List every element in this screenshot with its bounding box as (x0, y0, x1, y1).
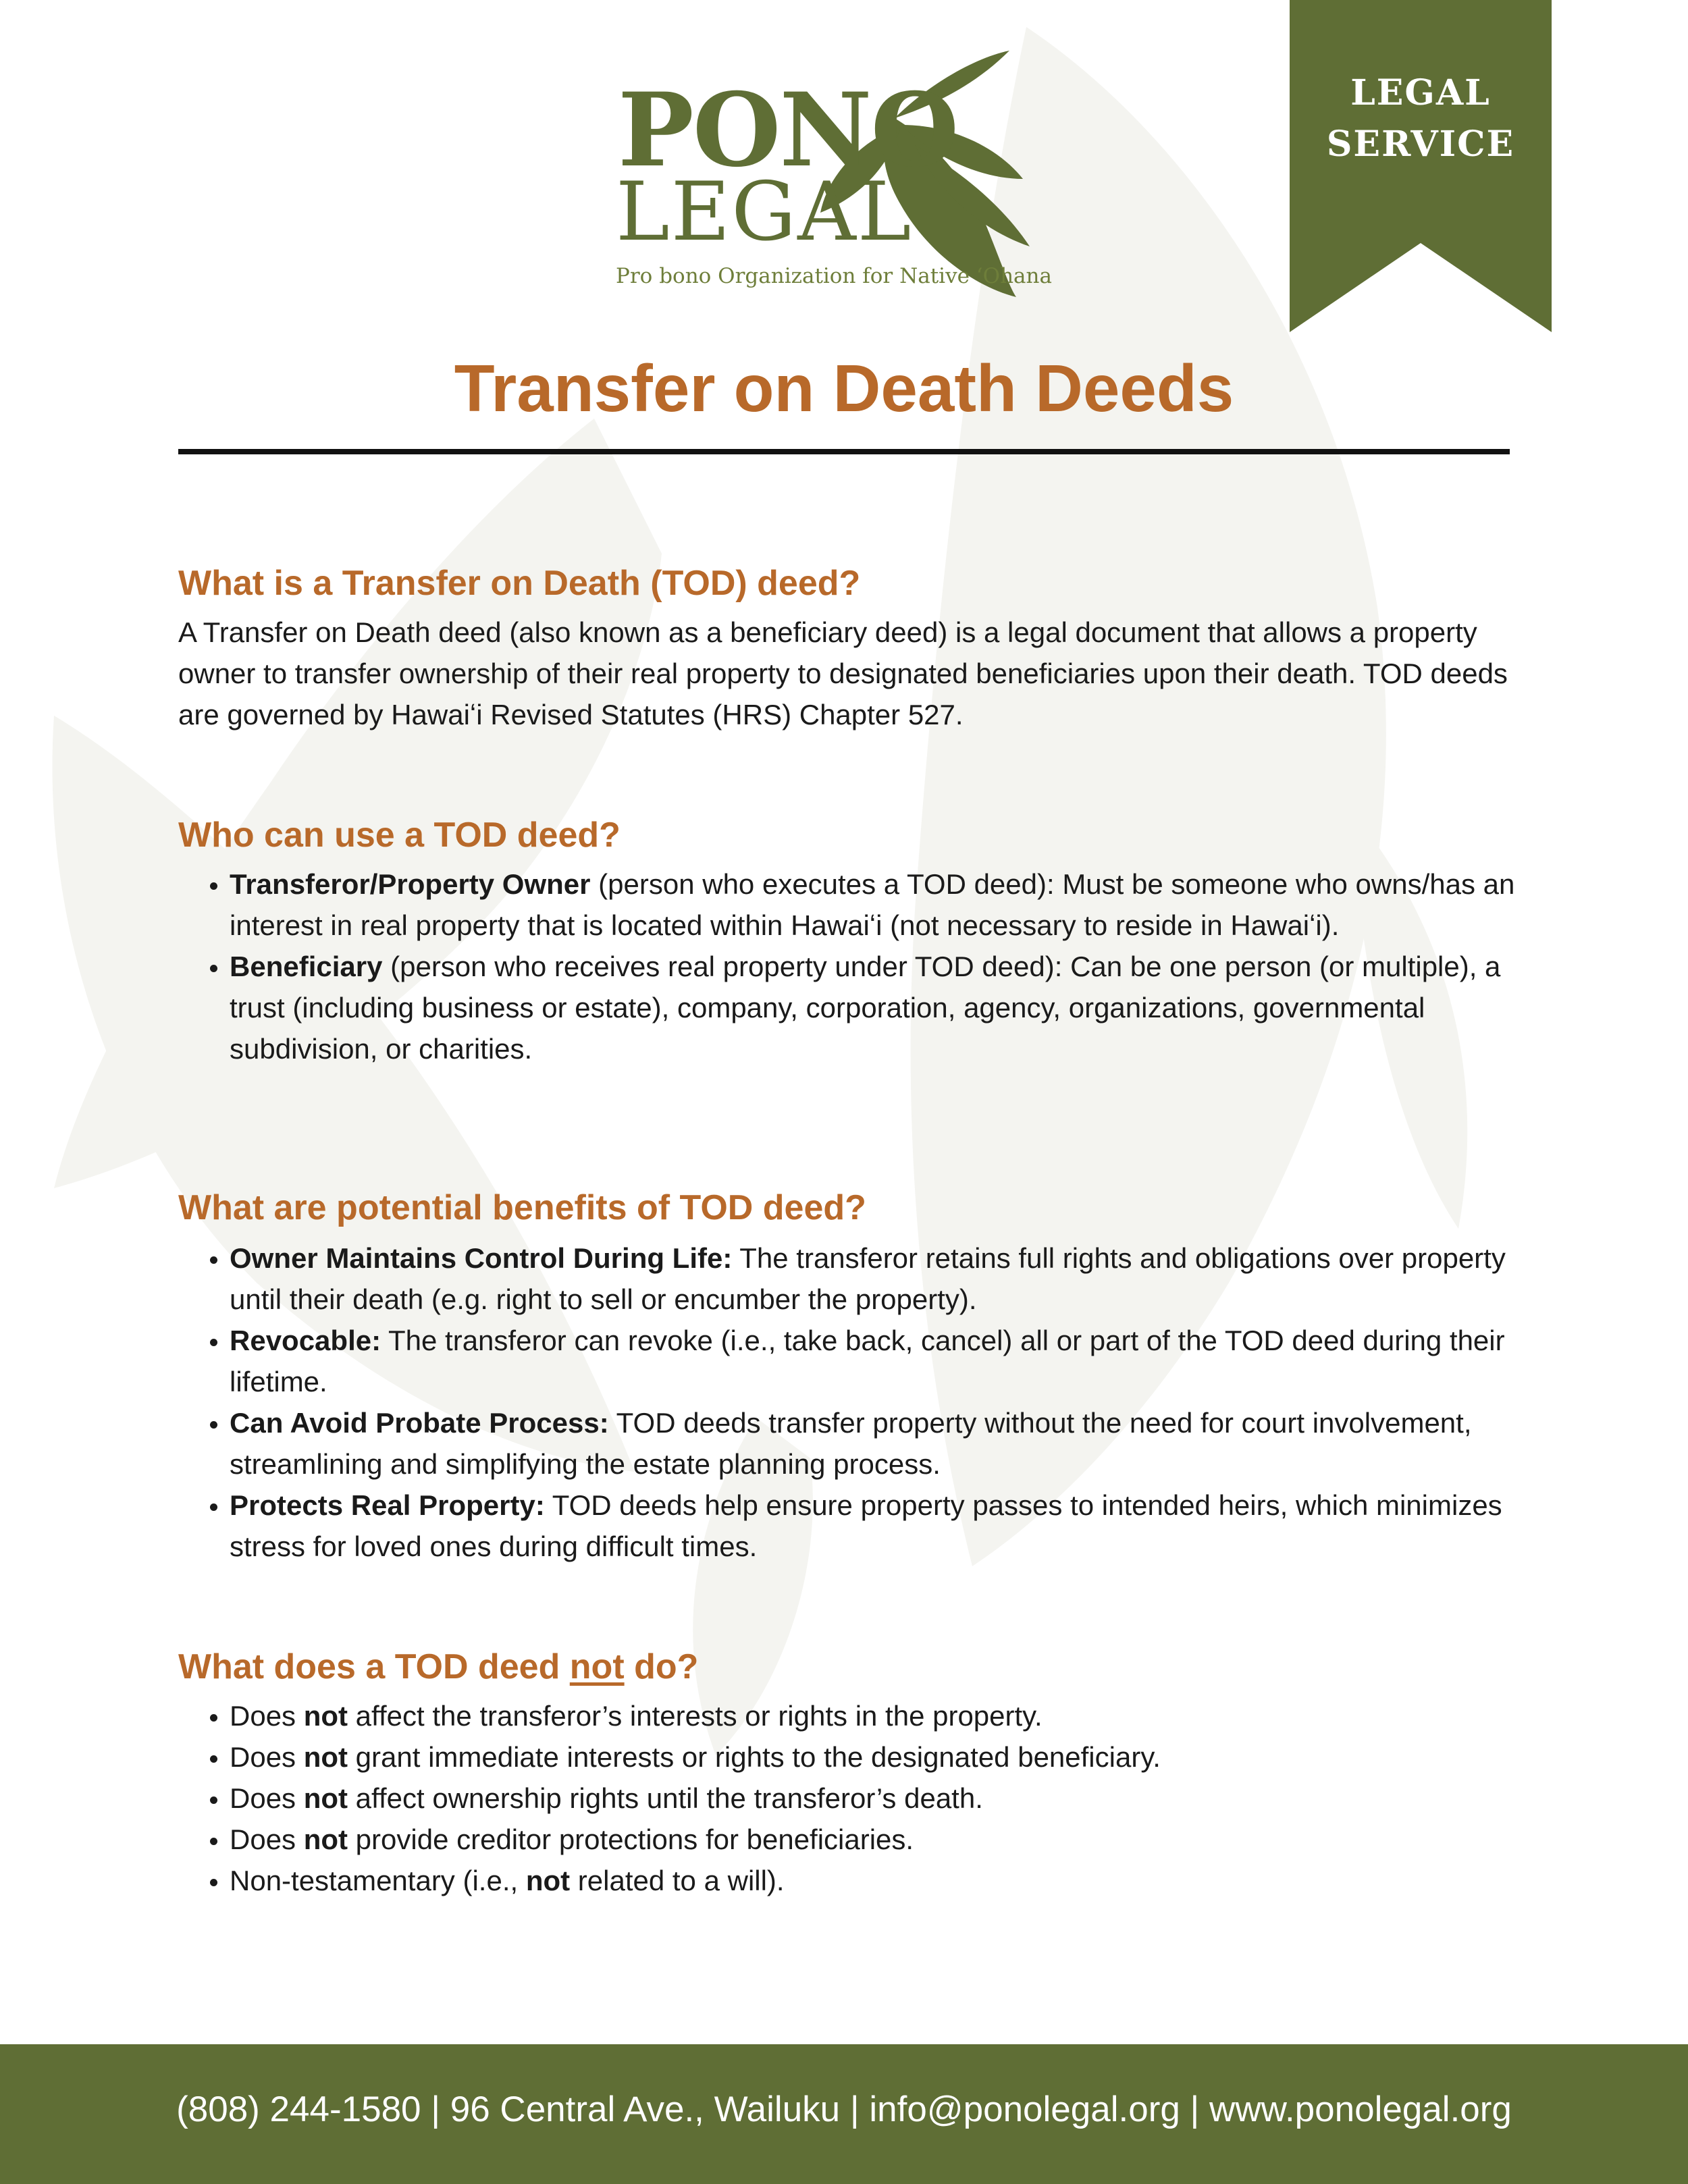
title-divider (178, 449, 1510, 454)
ribbon-line-1: LEGAL (1350, 72, 1491, 113)
list-item: • Does not provide creditor protections for beneficiaries. (230, 1819, 1553, 1860)
logo-tagline: Pro bono Organization for Native ʻOhana (616, 264, 1052, 288)
section-heading-who: Who can use a TOD deed? (178, 816, 621, 855)
list-item: • Non-testamentary (i.e., not related to a will). (230, 1860, 1553, 1901)
section-heading-benefits: What are potential benefits of TOD deed? (178, 1188, 866, 1227)
list-item: • Can Avoid Probate Process: TOD deeds transfer property without the need for court involvement, streamlining and simplifying the estate planning process. (230, 1402, 1553, 1485)
page-title: Transfer on Death Deeds (454, 351, 1234, 425)
not-list (178, 1695, 1553, 1901)
logo-word-pono: PONO (618, 71, 958, 190)
section-heading-what: What is a Transfer on Death (TOD) deed? (178, 564, 861, 603)
list-item: • Owner Maintains Control During Life: The transferor retains full rights and obligations over property until their death (e.g. right to sell or encumber the property). (230, 1237, 1553, 1320)
list-item: • Transferor/Property Owner (person who executes a TOD deed): Must be someone who owns/has an interest in real property that is located within Hawaiʻi (not necessary to reside in Hawaiʻi). (230, 863, 1553, 946)
logo-word-legal: LEGAL (616, 165, 913, 259)
footer-contact: (808) 244-1580 | 96 Central Ave., Wailuku | info@ponolegal.org | www.ponolegal.org (176, 2089, 1512, 2129)
ribbon-line-2: SERVICE (1326, 124, 1515, 165)
list-item: • Does not affect ownership rights until the transferor’s death. (230, 1778, 1553, 1819)
list-item: • Does not affect the transferor’s interests or rights in the property. (230, 1695, 1553, 1736)
list-item: • Does not grant immediate interests or rights to the designated beneficiary. (230, 1736, 1553, 1778)
ribbon-label (1290, 68, 1552, 170)
benefits-list (178, 1237, 1553, 1567)
list-item: • Revocable: The transferor can revoke (i.e., take back, cancel) all or part of the TOD deed during their lifetime. (230, 1320, 1553, 1402)
section-heading-not: What does a TOD deed not do? (178, 1647, 699, 1686)
list-item: • Protects Real Property: TOD deeds help ensure property passes to intended heirs, which minimizes stress for loved ones during difficult times. (230, 1485, 1553, 1567)
list-item: • Beneficiary (person who receives real property under TOD deed): Can be one person (or multiple), a trust (including business or estate), company, corporation, agency, organizations, governmental subdivision, or charities. (230, 946, 1553, 1069)
section-body-what: A Transfer on Death deed (also known as a beneficiary deed) is a legal document that allows a property owner to transfer ownership of their real property to designated beneficiaries upon their death. TOD deeds are governed by Hawaiʻi Revised Statutes (HRS) Chapter 527. (178, 616, 1508, 730)
who-list (178, 863, 1553, 1069)
